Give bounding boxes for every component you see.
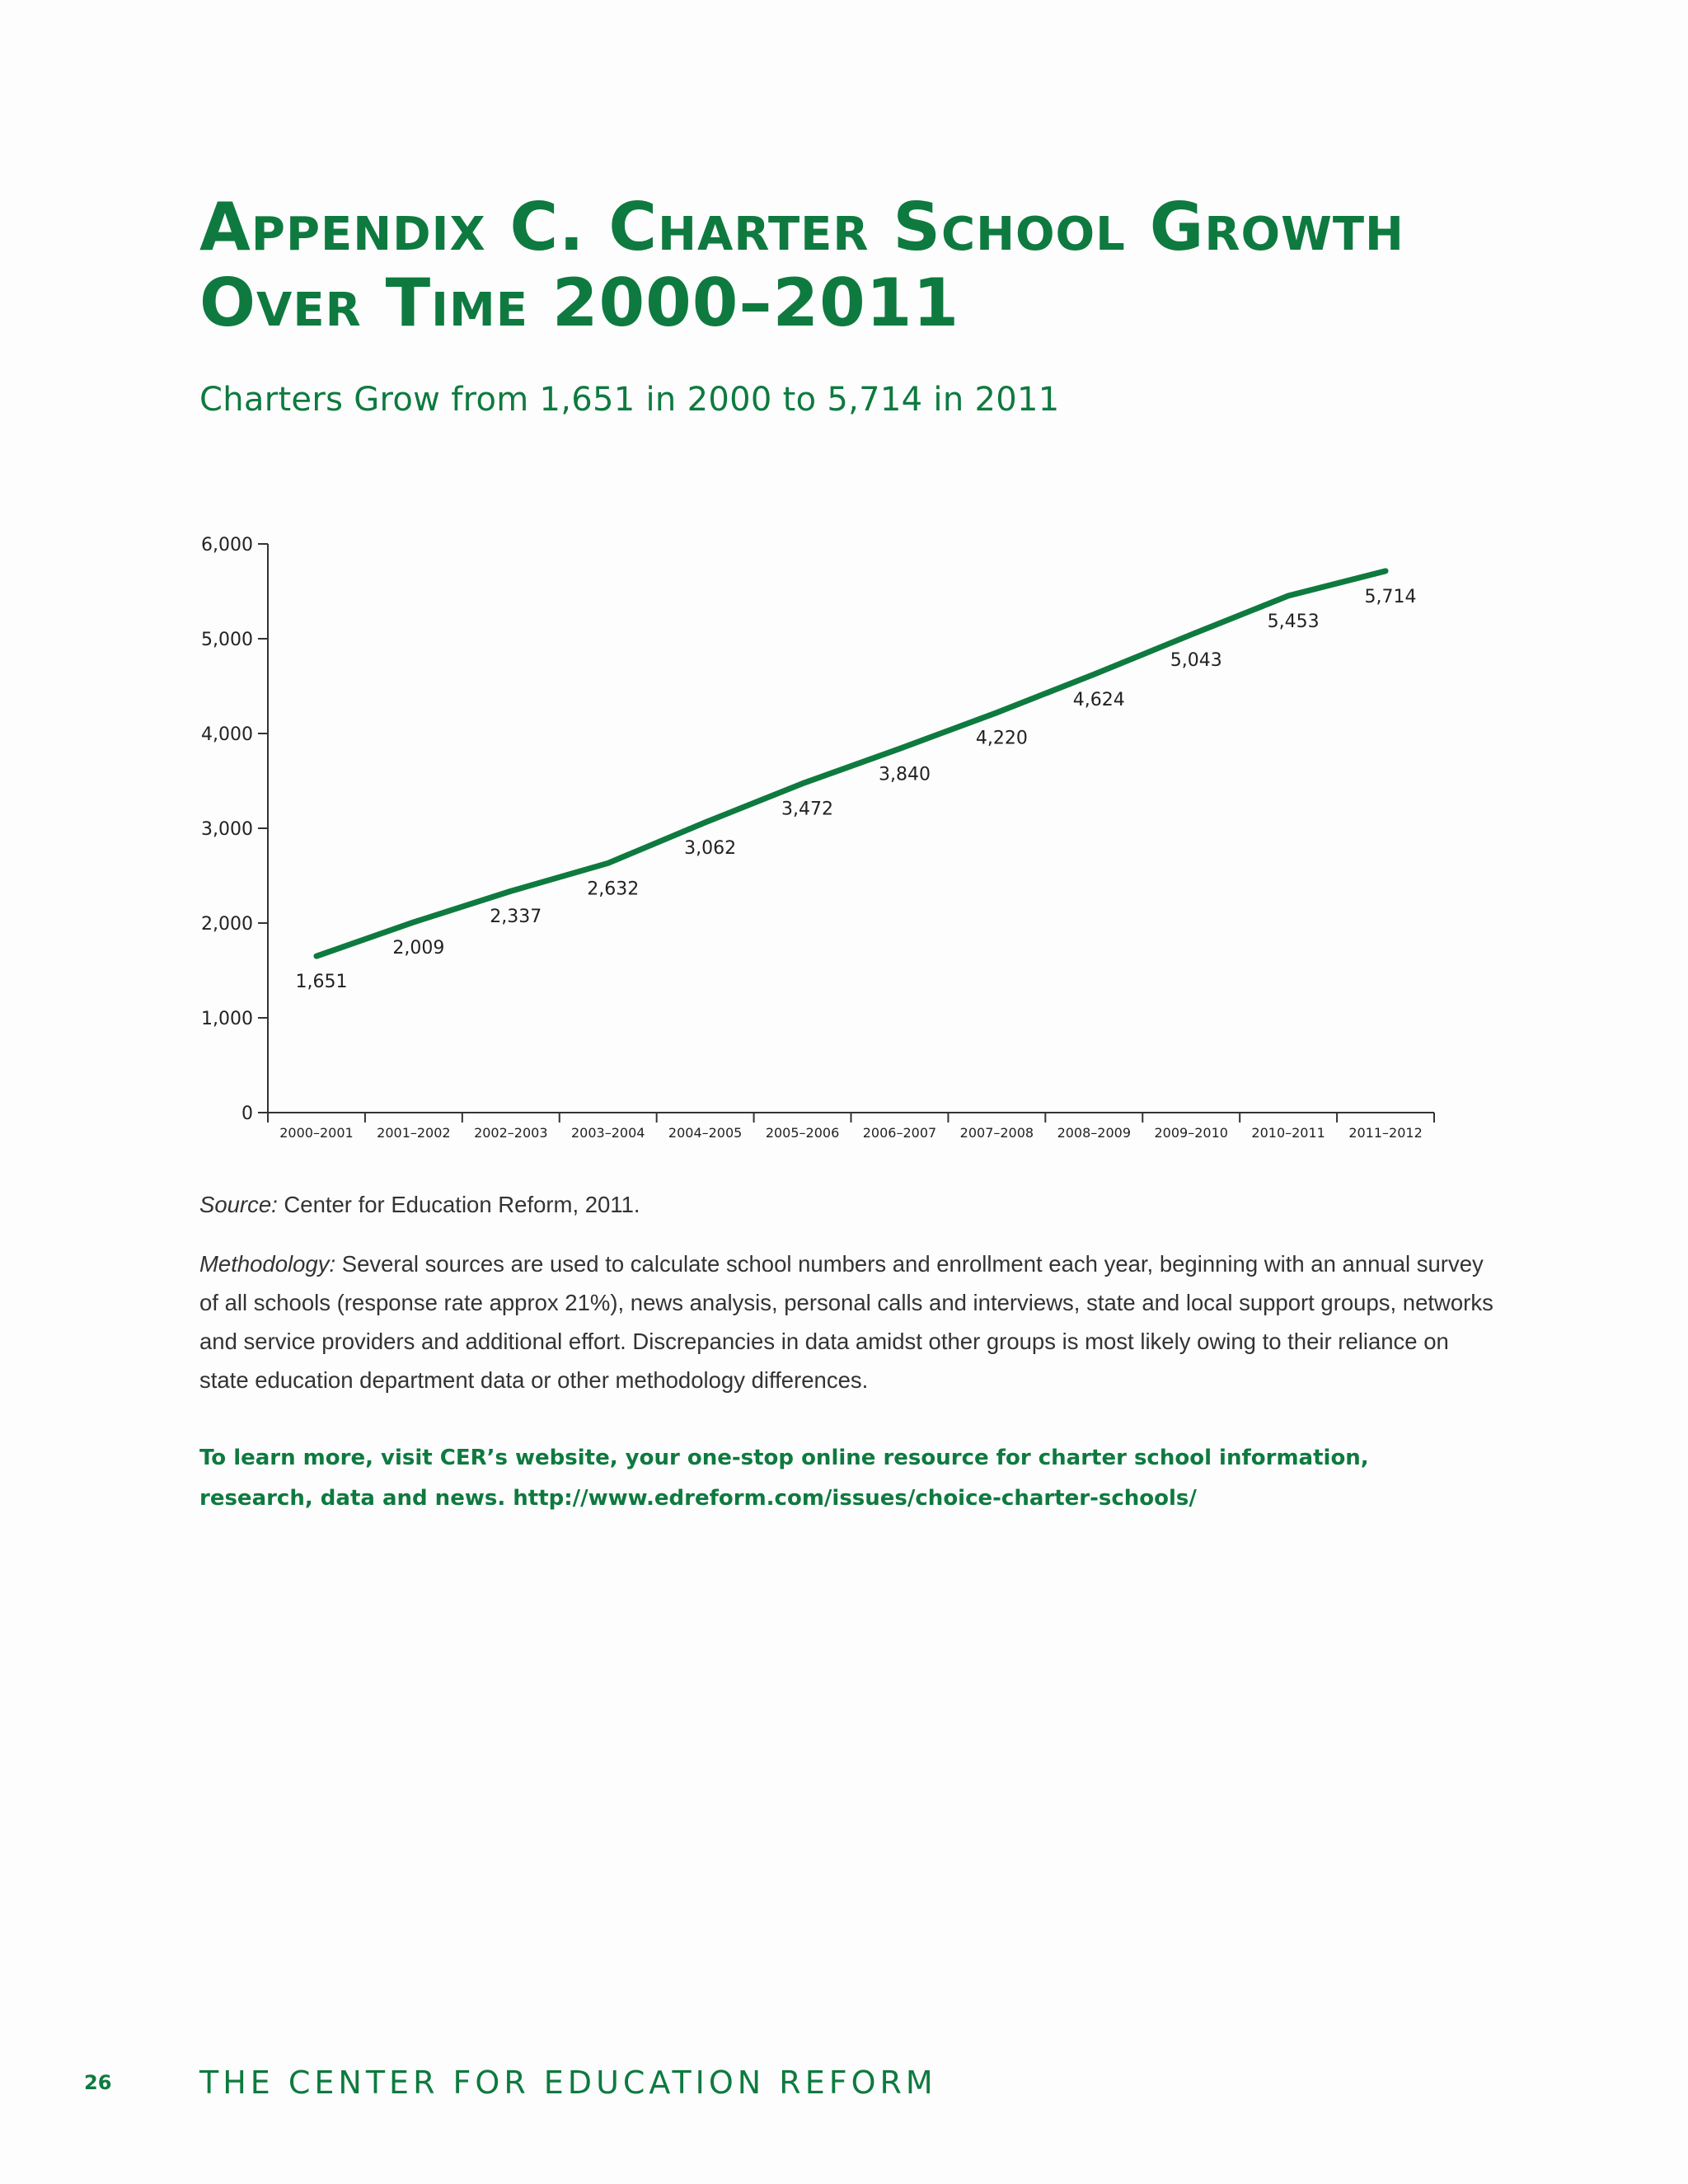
footer-organization: THE CENTER FOR EDUCATION REFORM [199,2064,937,2101]
methodology-text: Several sources are used to calculate school numbers and enrollment each year, beginning with an annual survey of all schools (response rate approx 21%), news analysis, personal calls and interviews, state and local support groups, networks and service providers and additional effort. Discrepancies in data amidst other groups is most likely owing to their reliance on state education department data or other methodology differences. [199,1251,1493,1393]
data-label: 2,009 [392,937,445,958]
y-tick-label: 3,000 [201,819,253,840]
data-label: 4,624 [1072,690,1125,711]
data-label: 3,062 [684,837,737,859]
y-tick-label: 0 [241,1104,253,1124]
page-number: 26 [84,2071,112,2094]
title-line-2: Over Time 2000–2011 [199,265,960,341]
data-label: 3,472 [781,799,834,820]
title-line-1: Appendix C. Charter School Growth [199,189,1404,265]
data-label: 1,651 [295,972,348,993]
data-label: 4,220 [975,728,1028,749]
y-axis [201,535,268,1124]
series-line [316,571,1386,956]
y-tick-label: 4,000 [201,724,253,745]
data-label: 3,840 [878,764,931,785]
y-tick-label: 6,000 [201,535,253,555]
source-text: Center for Education Reform, 2011. [277,1192,640,1217]
y-tick-label: 5,000 [201,630,253,650]
data-label: 5,453 [1267,611,1320,632]
x-axis [268,1113,1434,1141]
learn-more-text: To learn more, visit CER’s website, your one-stop online resource for charter school information, research, data and news. http://www.edreform.com/issues/choice-charter-schools/ [199,1446,1369,1511]
data-label: 2,337 [490,907,542,928]
x-tick-label: 2007–2008 [959,1125,1034,1141]
data-label: 2,632 [587,879,640,900]
series-line-group [316,571,1386,956]
source-note [199,1185,1493,1224]
x-tick-label: 2010–2011 [1251,1125,1325,1141]
chart-title: Charters Grow from 1,651 in 2000 to 5,714 in 2011 [199,381,1060,419]
x-tick-label: 2002–2003 [474,1125,548,1141]
data-label: 5,714 [1364,586,1417,607]
x-tick-label: 2009–2010 [1154,1125,1228,1141]
x-tick-label: 2000–2001 [279,1125,354,1141]
methodology-label: Methodology: [199,1251,336,1277]
x-tick-label: 2006–2007 [862,1125,937,1141]
y-tick-label: 2,000 [201,914,253,935]
source-label: Source: [199,1192,278,1217]
x-tick-label: 2004–2005 [668,1125,743,1141]
x-tick-label: 2011–2012 [1348,1125,1423,1141]
y-tick-label: 1,000 [201,1009,253,1029]
x-tick-label: 2003–2004 [570,1125,645,1141]
x-tick-label: 2008–2009 [1057,1125,1132,1141]
methodology-note [199,1244,1493,1399]
x-tick-label: 2001–2002 [377,1125,451,1141]
data-labels [295,587,1416,992]
data-label: 5,043 [1170,650,1222,672]
x-tick-label: 2005–2006 [765,1125,840,1141]
